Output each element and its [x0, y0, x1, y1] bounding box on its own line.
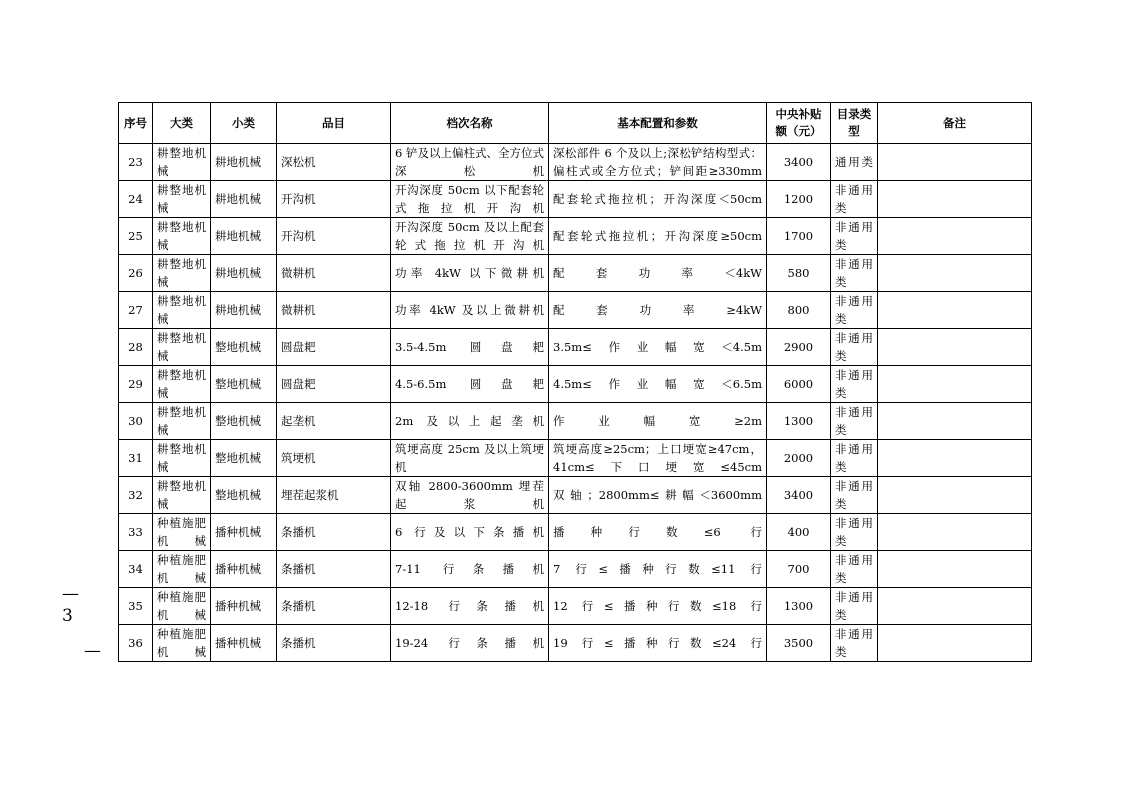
category-minor: 整地机械: [211, 366, 277, 403]
catalog-type: 非通用类: [831, 477, 878, 514]
row-number: 29: [119, 366, 153, 403]
grade-name: 12-18 行条播机: [391, 588, 549, 625]
table-row: [119, 625, 1032, 662]
config-params: 深松部件 6 个及以上;深松铲结构型式：偏柱式或全方位式；铲间距≥330mm: [549, 144, 767, 181]
row-number: 31: [119, 440, 153, 477]
row-number: 26: [119, 255, 153, 292]
category-minor: 耕地机械: [211, 292, 277, 329]
item-name: 微耕机: [277, 255, 391, 292]
item-name: 条播机: [277, 551, 391, 588]
category-major: 耕整地机械: [153, 292, 211, 329]
subsidy-amount: 2000: [767, 440, 831, 477]
category-major: 种植施肥机械: [153, 588, 211, 625]
grade-name: 7-11 行条播机: [391, 551, 549, 588]
table-row: [119, 329, 1032, 366]
header-cell: 品目: [277, 103, 391, 144]
page-number: [62, 583, 107, 662]
catalog-type: 非通用类: [831, 551, 878, 588]
header-row: [119, 103, 1032, 144]
config-params: 双轴；2800mm≤耕幅＜3600mm: [549, 477, 767, 514]
row-number: 27: [119, 292, 153, 329]
row-number: 28: [119, 329, 153, 366]
category-minor: 播种机械: [211, 514, 277, 551]
grade-name: 功率 4kW 以下微耕机: [391, 255, 549, 292]
item-name: 条播机: [277, 588, 391, 625]
item-name: 条播机: [277, 514, 391, 551]
row-number: 34: [119, 551, 153, 588]
page-number-line1: — 3: [62, 584, 85, 626]
subsidy-amount: 800: [767, 292, 831, 329]
config-params: 3.5m≤作业幅宽＜4.5m: [549, 329, 767, 366]
row-number: 30: [119, 403, 153, 440]
config-params: 作业幅宽≥2m: [549, 403, 767, 440]
subsidy-amount: 6000: [767, 366, 831, 403]
catalog-type: 非通用类: [831, 625, 878, 662]
row-number: 35: [119, 588, 153, 625]
subsidy-amount: 3400: [767, 144, 831, 181]
item-name: 深松机: [277, 144, 391, 181]
table-row: [119, 588, 1032, 625]
remark: [878, 366, 1032, 403]
catalog-type: 非通用类: [831, 329, 878, 366]
row-number: 32: [119, 477, 153, 514]
header-cell: 目录类型: [831, 103, 878, 144]
page-number-line2: —: [84, 641, 101, 661]
config-params: 筑埂高度≥25cm；上口埂宽≥47cm，41cm≤下口埂宽≤45cm: [549, 440, 767, 477]
category-major: 种植施肥机械: [153, 514, 211, 551]
category-minor: 整地机械: [211, 440, 277, 477]
remark: [878, 625, 1032, 662]
header-cell: 大类: [153, 103, 211, 144]
subsidy-amount: 3400: [767, 477, 831, 514]
category-minor: 整地机械: [211, 477, 277, 514]
grade-name: 6 铲及以上偏柱式、全方位式深松机: [391, 144, 549, 181]
config-params: 配套功率＜4kW: [549, 255, 767, 292]
grade-name: 功率 4kW 及以上微耕机: [391, 292, 549, 329]
category-minor: 耕地机械: [211, 144, 277, 181]
category-minor: 播种机械: [211, 551, 277, 588]
catalog-type: 非通用类: [831, 588, 878, 625]
category-minor: 整地机械: [211, 329, 277, 366]
grade-name: 3.5-4.5m 圆盘耙: [391, 329, 549, 366]
header-cell: 中央补贴额（元）: [767, 103, 831, 144]
table-row: [119, 551, 1032, 588]
item-name: 埋茬起浆机: [277, 477, 391, 514]
item-name: 圆盘耙: [277, 329, 391, 366]
row-number: 24: [119, 181, 153, 218]
header-cell: 备注: [878, 103, 1032, 144]
remark: [878, 477, 1032, 514]
category-minor: 播种机械: [211, 625, 277, 662]
category-major: 耕整地机械: [153, 144, 211, 181]
subsidy-amount: 3500: [767, 625, 831, 662]
grade-name: 4.5-6.5m 圆盘耙: [391, 366, 549, 403]
remark: [878, 329, 1032, 366]
remark: [878, 440, 1032, 477]
category-minor: 播种机械: [211, 588, 277, 625]
remark: [878, 551, 1032, 588]
table-row: [119, 366, 1032, 403]
table-row: [119, 181, 1032, 218]
category-major: 种植施肥机械: [153, 551, 211, 588]
item-name: 开沟机: [277, 218, 391, 255]
item-name: 起垄机: [277, 403, 391, 440]
row-number: 23: [119, 144, 153, 181]
category-minor: 耕地机械: [211, 218, 277, 255]
subsidy-amount: 700: [767, 551, 831, 588]
category-major: 耕整地机械: [153, 255, 211, 292]
item-name: 筑埂机: [277, 440, 391, 477]
catalog-type: 非通用类: [831, 366, 878, 403]
config-params: 4.5m≤作业幅宽＜6.5m: [549, 366, 767, 403]
subsidy-amount: 1300: [767, 588, 831, 625]
catalog-type: 非通用类: [831, 403, 878, 440]
subsidy-amount: 580: [767, 255, 831, 292]
grade-name: 6 行及以下条播机: [391, 514, 549, 551]
item-name: 微耕机: [277, 292, 391, 329]
remark: [878, 403, 1032, 440]
catalog-type: 非通用类: [831, 292, 878, 329]
remark: [878, 588, 1032, 625]
remark: [878, 292, 1032, 329]
subsidy-amount: 400: [767, 514, 831, 551]
grade-name: 2m 及以上起垄机: [391, 403, 549, 440]
catalog-type: 非通用类: [831, 255, 878, 292]
grade-name: 筑埂高度 25cm 及以上筑埂机: [391, 440, 549, 477]
table-row: [119, 144, 1032, 181]
remark: [878, 514, 1032, 551]
item-name: 条播机: [277, 625, 391, 662]
grade-name: 开沟深度 50cm 及以上配套轮式拖拉机开沟机: [391, 218, 549, 255]
table-row: [119, 255, 1032, 292]
config-params: 7 行≤播种行数≤11 行: [549, 551, 767, 588]
remark: [878, 144, 1032, 181]
config-params: 配套功率≥4kW: [549, 292, 767, 329]
table-row: [119, 440, 1032, 477]
header-cell: 序号: [119, 103, 153, 144]
catalog-type: 非通用类: [831, 181, 878, 218]
config-params: 配套轮式拖拉机；开沟深度≥50cm: [549, 218, 767, 255]
catalog-type: 非通用类: [831, 514, 878, 551]
category-major: 耕整地机械: [153, 218, 211, 255]
table-row: [119, 514, 1032, 551]
header-cell: 档次名称: [391, 103, 549, 144]
category-minor: 耕地机械: [211, 181, 277, 218]
row-number: 33: [119, 514, 153, 551]
category-minor: 耕地机械: [211, 255, 277, 292]
subsidy-amount: 1200: [767, 181, 831, 218]
subsidy-amount: 2900: [767, 329, 831, 366]
grade-name: 双轴 2800-3600mm 埋茬起浆机: [391, 477, 549, 514]
category-major: 耕整地机械: [153, 477, 211, 514]
catalog-type: 非通用类: [831, 218, 878, 255]
subsidy-table: [118, 102, 1032, 662]
category-major: 耕整地机械: [153, 181, 211, 218]
category-major: 耕整地机械: [153, 366, 211, 403]
category-major: 耕整地机械: [153, 440, 211, 477]
item-name: 圆盘耙: [277, 366, 391, 403]
subsidy-amount: 1700: [767, 218, 831, 255]
grade-name: 19-24 行条播机: [391, 625, 549, 662]
category-major: 耕整地机械: [153, 403, 211, 440]
table-row: [119, 292, 1032, 329]
table-row: [119, 218, 1032, 255]
remark: [878, 218, 1032, 255]
remark: [878, 181, 1032, 218]
subsidy-amount: 1300: [767, 403, 831, 440]
header-cell: 小类: [211, 103, 277, 144]
table-row: [119, 403, 1032, 440]
config-params: 19 行≤播种行数≤24 行: [549, 625, 767, 662]
category-major: 种植施肥机械: [153, 625, 211, 662]
category-minor: 整地机械: [211, 403, 277, 440]
catalog-type: 通用类: [831, 144, 878, 181]
row-number: 36: [119, 625, 153, 662]
config-params: 播种行数≤6 行: [549, 514, 767, 551]
remark: [878, 255, 1032, 292]
item-name: 开沟机: [277, 181, 391, 218]
grade-name: 开沟深度 50cm 以下配套轮式拖拉机开沟机: [391, 181, 549, 218]
row-number: 25: [119, 218, 153, 255]
config-params: 12 行≤播种行数≤18 行: [549, 588, 767, 625]
catalog-type: 非通用类: [831, 440, 878, 477]
category-major: 耕整地机械: [153, 329, 211, 366]
header-cell: 基本配置和参数: [549, 103, 767, 144]
config-params: 配套轮式拖拉机；开沟深度＜50cm: [549, 181, 767, 218]
table-row: [119, 477, 1032, 514]
